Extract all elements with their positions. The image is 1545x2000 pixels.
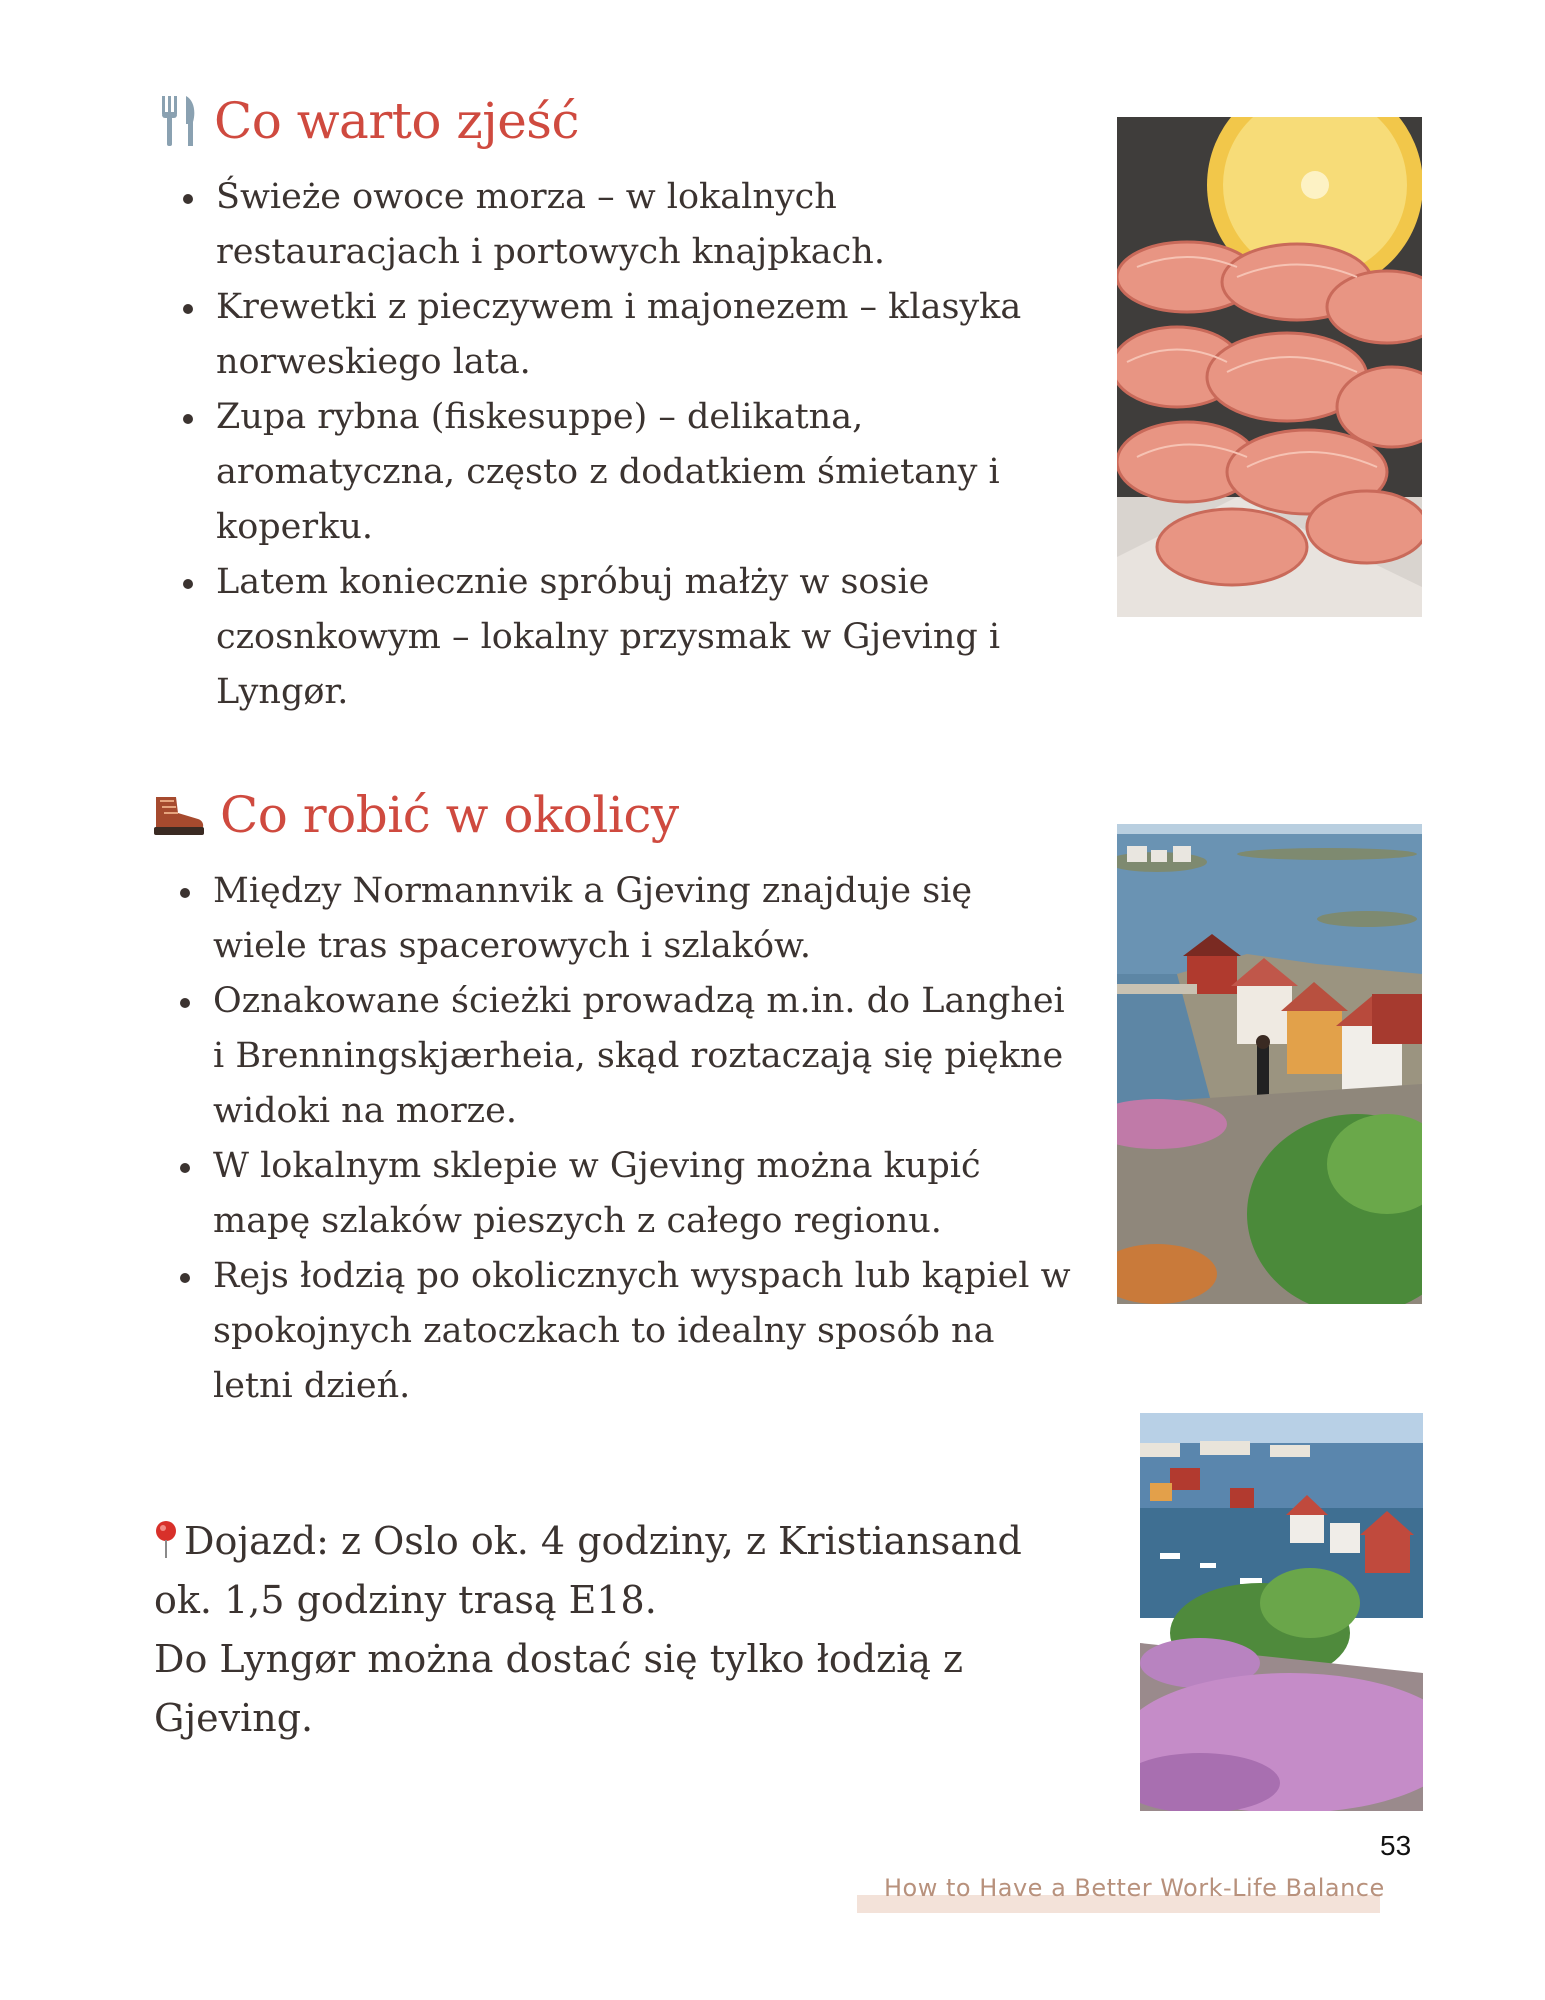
fork-knife-icon [160,94,200,148]
activities-section-header [150,786,679,844]
coastal-village-photo [1117,824,1422,1304]
list-item: Latem koniecznie spróbuj małży w sosie czosnkowym – lokalny przysmak w Gjeving i Lyngør. [158,555,1078,720]
hiking-boot-icon [150,793,206,837]
harbour-heather-photo [1140,1413,1423,1811]
directions-block [154,1512,1054,1748]
lyngor-access-text: Do Lyngør można dostać się tylko łodzią z Gjeving. [154,1637,964,1740]
activities-section-title: Co robić w okolicy [220,786,679,844]
list-item: Między Normannvik a Gjeving znajduje się wiele tras spacerowych i szlaków. [155,864,1075,974]
map-pin-icon [154,1520,178,1558]
food-list [158,170,1078,720]
food-section-title: Co warto zjeść [214,92,579,150]
activities-list [155,864,1075,1414]
list-item: Krewetki z pieczywem i majonezem – klasyka norweskiego lata. [158,280,1078,390]
footer-text: How to Have a Better Work-Life Balance [884,1874,1385,1902]
list-item: Rejs łodzią po okolicznych wyspach lub kąpiel w spokojnych zatoczkach to idealny sposób na letni dzień. [155,1249,1075,1414]
directions-text: Dojazd: z Oslo ok. 4 godziny, z Kristiansand ok. 1,5 godziny trasą E18. [154,1519,1022,1622]
list-item: W lokalnym sklepie w Gjeving można kupić mapę szlaków pieszych z całego regionu. [155,1139,1075,1249]
shrimp-photo [1117,117,1422,617]
list-item: Świeże owoce morza – w lokalnych restauracjach i portowych knajpkach. [158,170,1078,280]
list-item: Zupa rybna (fiskesuppe) – delikatna, aromatyczna, często z dodatkiem śmietany i koperku. [158,390,1078,555]
page-number: 53 [1380,1830,1412,1861]
list-item: Oznakowane ścieżki prowadzą m.in. do Langhei i Brenningskjærheia, skąd roztaczają się piękne widoki na morze. [155,974,1075,1139]
food-section-header [160,92,579,150]
